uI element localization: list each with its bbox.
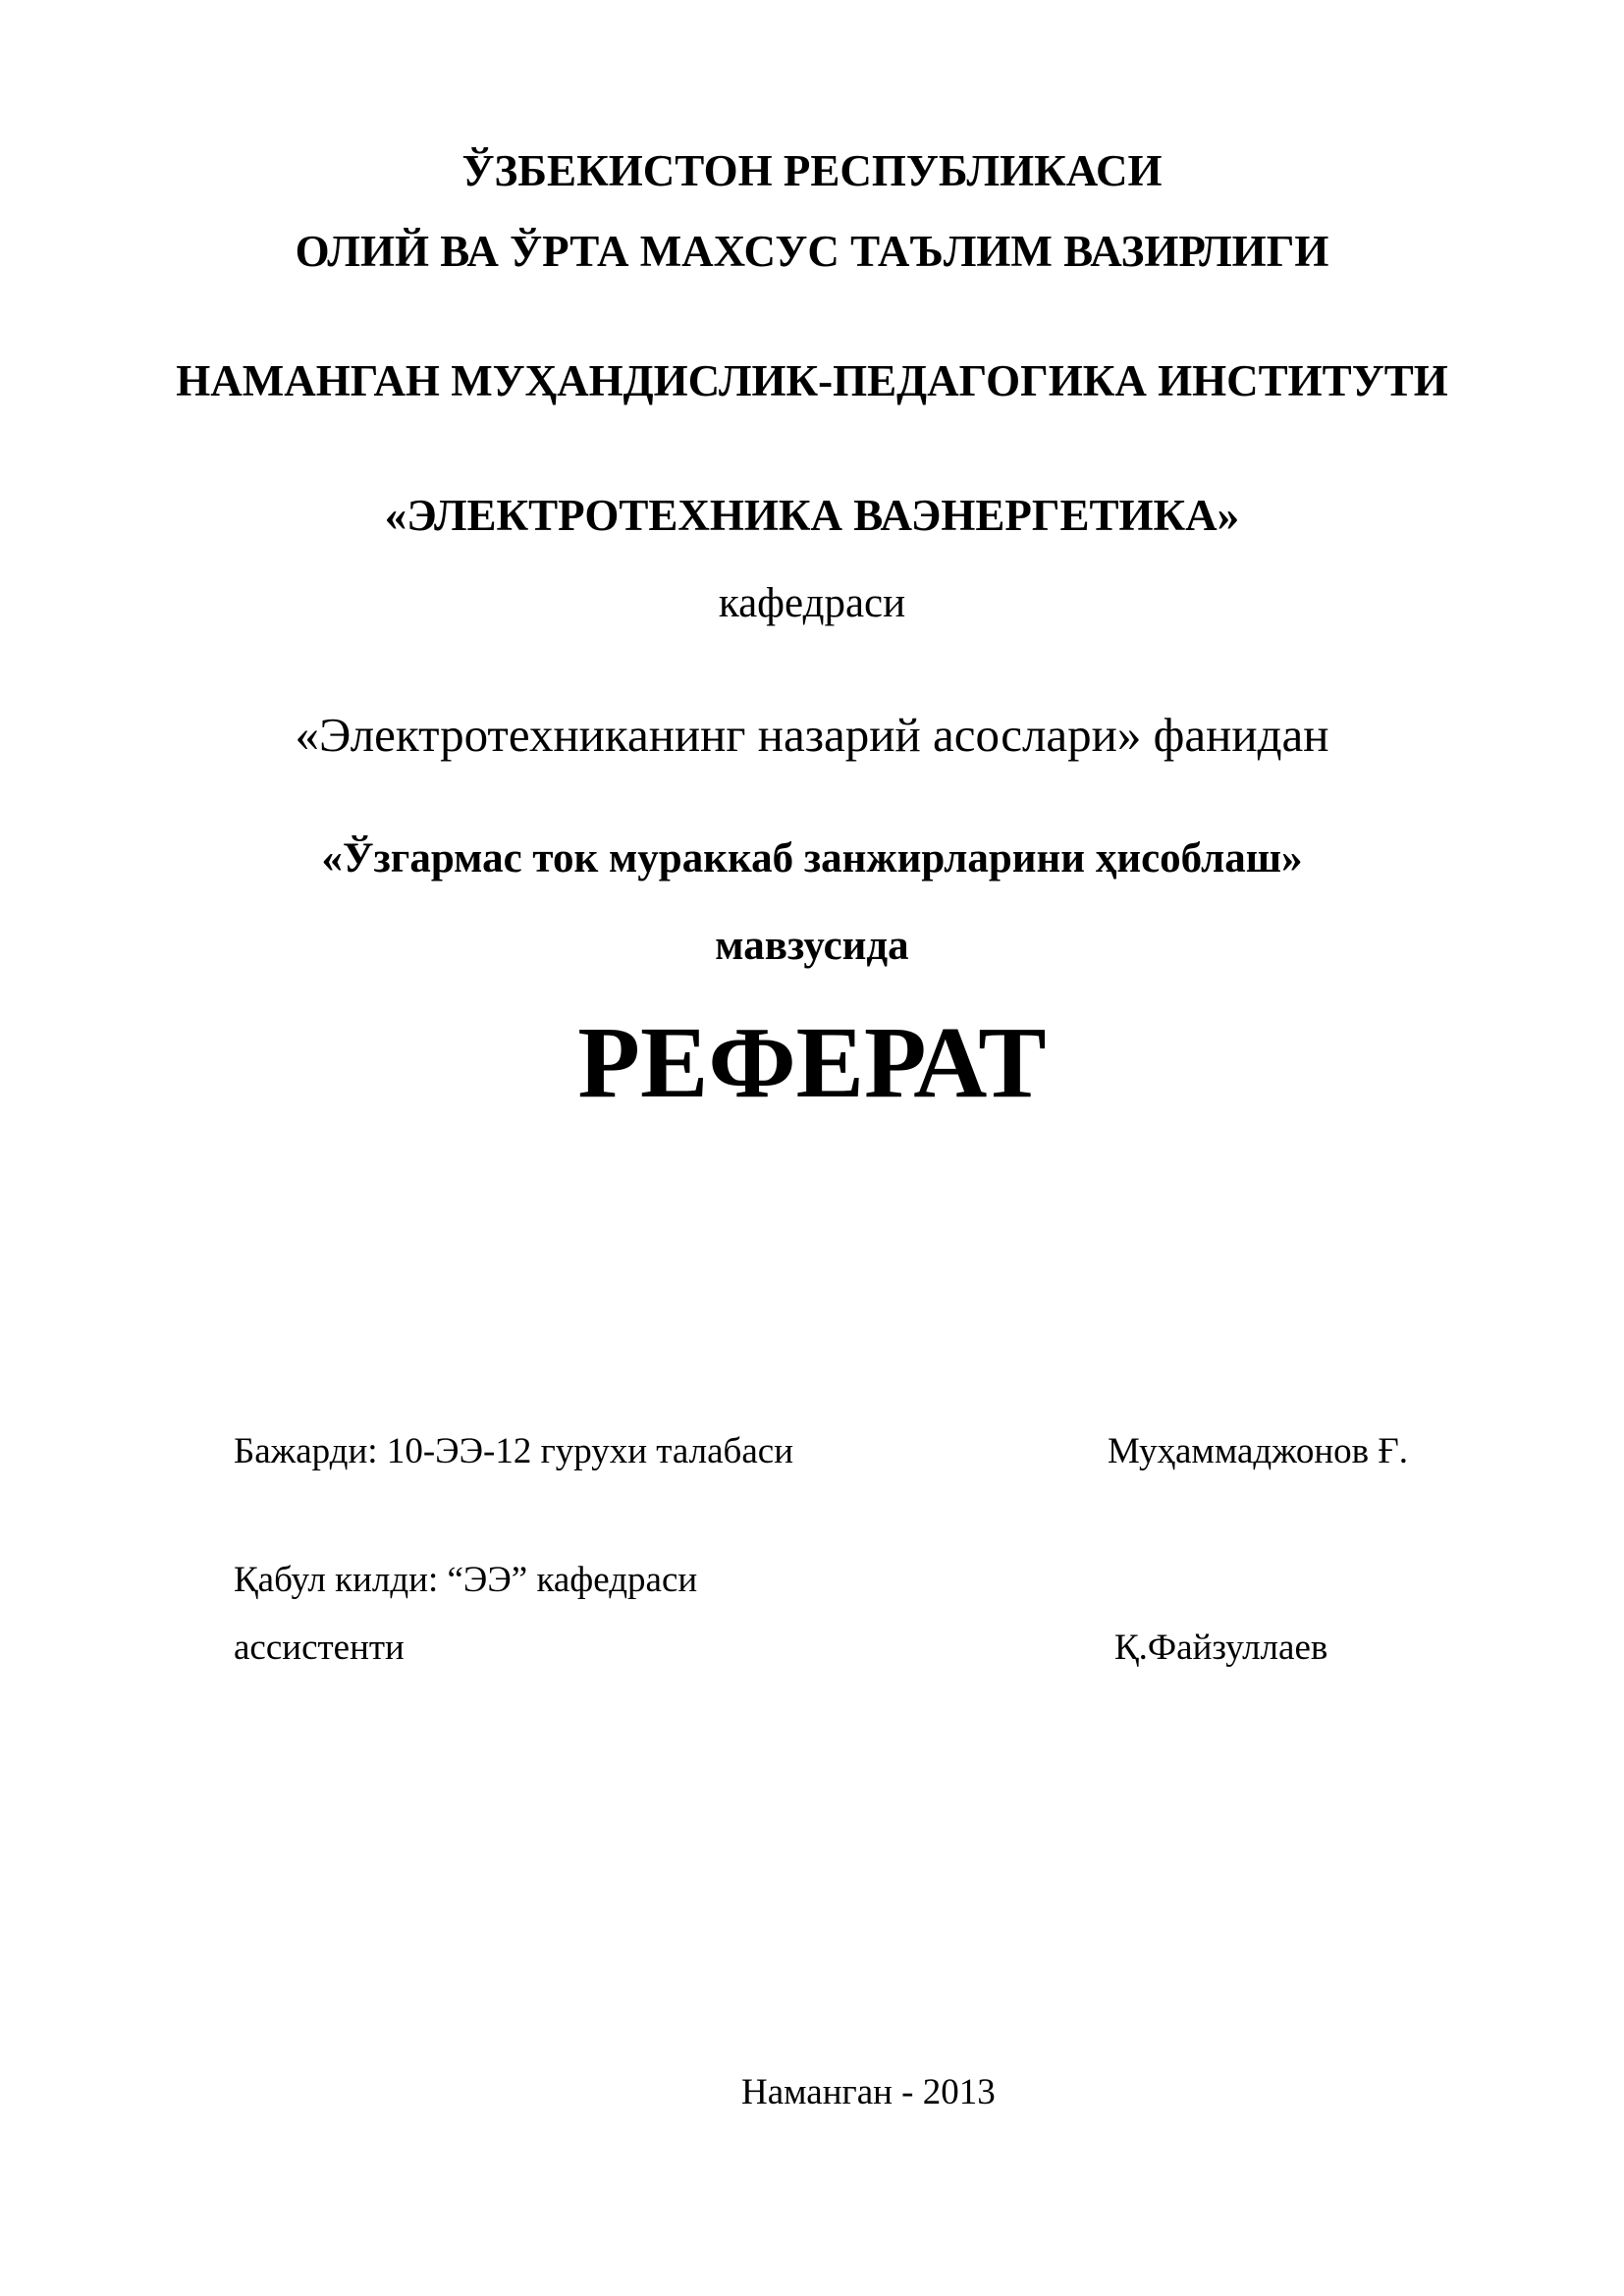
topic-suffix: мавзусида — [715, 923, 909, 969]
reviewer-label: Қабул килди: “ЭЭ” кафедраси — [234, 1560, 698, 1600]
footer-city-year: Наманган - 2013 — [741, 2072, 996, 2112]
reviewer-name: Қ.Файзуллаев — [1114, 1628, 1328, 1668]
document-type-title: РЕФЕРАТ — [577, 1006, 1047, 1119]
institute-heading: НАМАНГАН МУҲАНДИСЛИК-ПЕДАГОГИКА ИНСТИТУТИ — [176, 356, 1448, 405]
reviewer-position: ассистенти — [234, 1628, 405, 1668]
department-name: «ЭЛЕКТРОТЕХНИКА ВАЭНЕРГЕТИКА» — [384, 491, 1240, 540]
subject-line: «Электротехниканинг назарий асослари» фанидан — [295, 708, 1329, 762]
topic-title: «Ўзгармас ток мураккаб занжирларини ҳисоблаш» — [321, 835, 1303, 881]
ministry-heading: ОЛИЙ ВА ЎРТА МАХСУС ТАЪЛИМ ВАЗИРЛИГИ — [295, 227, 1329, 276]
author-name: Муҳаммаджонов Ғ. — [1108, 1431, 1409, 1471]
department-suffix: кафедраси — [718, 580, 906, 626]
author-label: Бажарди: 10-ЭЭ-12 гурухи талабаси — [234, 1431, 794, 1471]
ministry-country-heading: ЎЗБЕКИСТОН РЕСПУБЛИКАСИ — [461, 146, 1163, 195]
